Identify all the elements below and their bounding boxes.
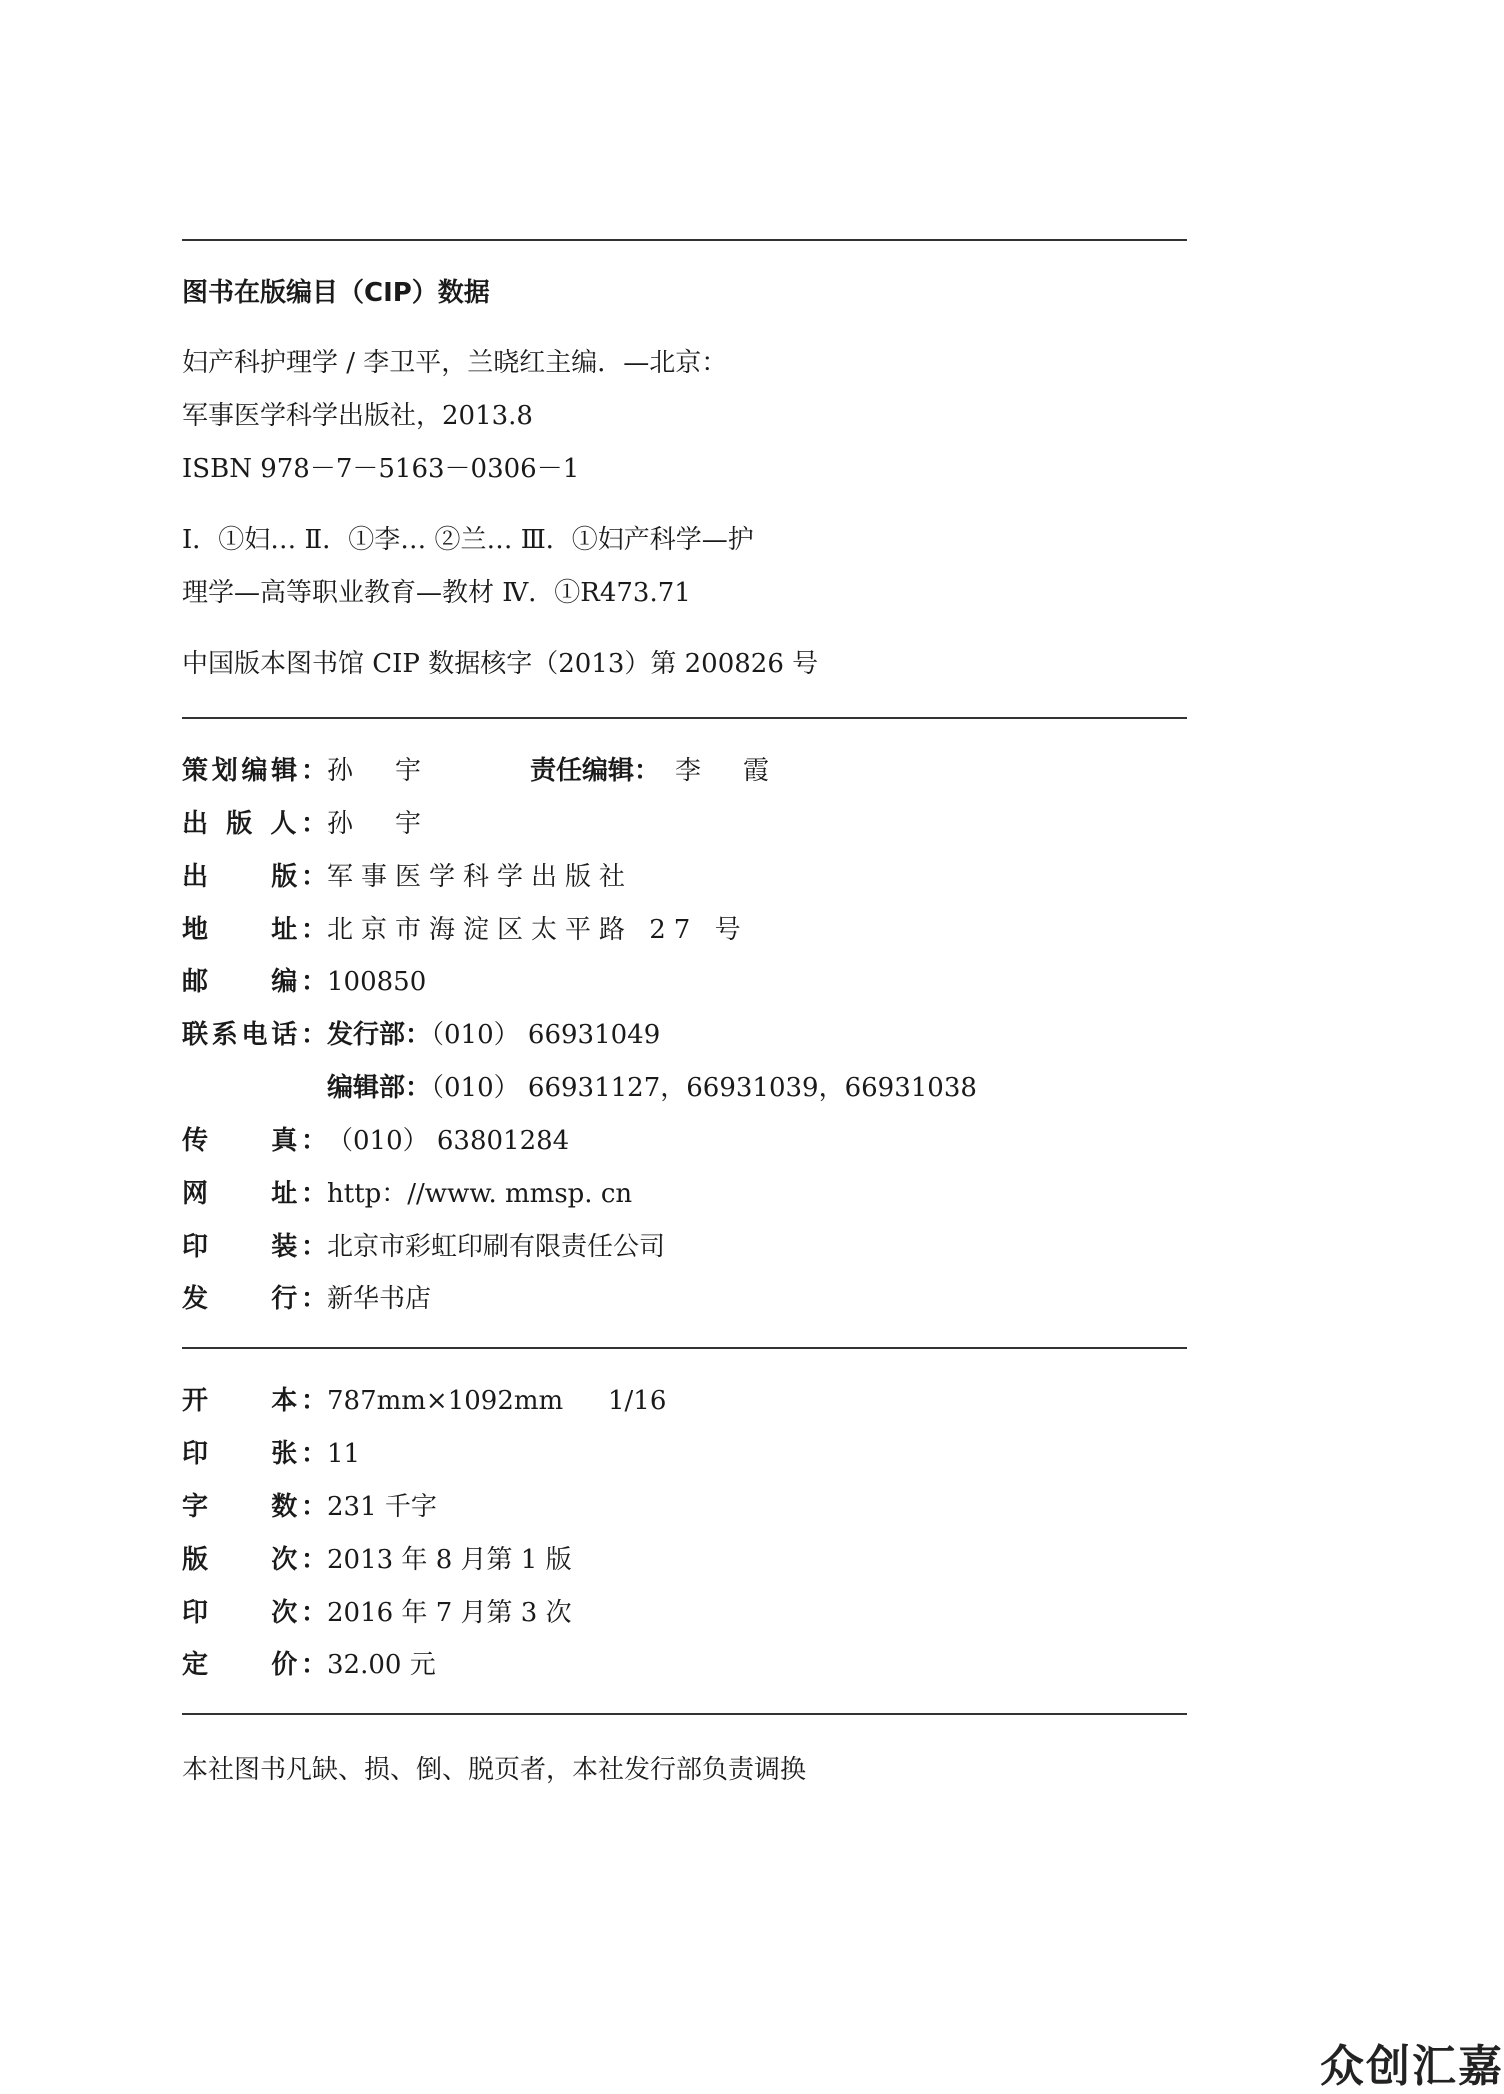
printer-label: 印 装： xyxy=(182,1232,327,1262)
row-format xyxy=(182,1383,1082,1419)
row-postcode xyxy=(182,964,1082,1000)
printing-label: 印 次： xyxy=(182,1598,327,1628)
rule-after-cip xyxy=(182,717,1187,719)
row-publisher xyxy=(182,859,1082,895)
row-printer xyxy=(182,1229,1082,1265)
price-value: 32.00 元 xyxy=(327,1650,436,1680)
row-address xyxy=(182,912,1082,948)
price-label: 定 价： xyxy=(182,1650,327,1680)
edit-dept-line xyxy=(327,1070,977,1106)
fax-label: 传 真： xyxy=(182,1126,327,1156)
postcode-label: 邮 编： xyxy=(182,967,327,997)
printer-value: 北京市彩虹印刷有限责任公司 xyxy=(327,1232,666,1262)
planning-editor-value: 孙 宇 xyxy=(327,756,430,786)
responsible-editor-value: 李 霞 xyxy=(675,756,778,786)
cip-heading: 图书在版编目（CIP）数据 xyxy=(182,278,490,308)
rule-after-publication xyxy=(182,1347,1187,1349)
responsible-editor-label: 责任编辑： xyxy=(530,756,661,786)
website-label: 网 址： xyxy=(182,1179,327,1209)
sales-dept-label: 发行部： xyxy=(327,1020,432,1050)
edition-value: 2013 年 8 月第 1 版 xyxy=(327,1545,572,1575)
website-value: http：//www. mmsp. cn xyxy=(327,1179,633,1209)
publisher-person-value: 孙 宇 xyxy=(327,809,430,839)
planning-editor-label: 策划编辑： xyxy=(182,756,327,786)
row-website xyxy=(182,1176,1082,1212)
format-value: 787mm×1092mm xyxy=(327,1386,564,1416)
row-price xyxy=(182,1647,1082,1683)
distributor-label: 发 行： xyxy=(182,1284,327,1314)
row-phone-sales xyxy=(182,1017,1082,1053)
cip-line-2: 军事医学科学出版社，2013.8 xyxy=(182,401,533,431)
row-sheets xyxy=(182,1436,1082,1472)
format-label: 开 本： xyxy=(182,1386,327,1416)
row-edition xyxy=(182,1542,1082,1578)
row-phone-editorial xyxy=(182,1070,1142,1106)
row-words xyxy=(182,1489,1082,1525)
edition-label: 版 次： xyxy=(182,1545,327,1575)
words-label: 字 数： xyxy=(182,1492,327,1522)
cip-classification-1: Ⅰ．①妇… Ⅱ．①李… ②兰… Ⅲ．①妇产科学—护 xyxy=(182,525,754,555)
words-value: 231 千字 xyxy=(327,1492,437,1522)
sheets-value: 11 xyxy=(327,1439,361,1469)
edit-dept-phone: （010） 66931127，66931039，66931038 xyxy=(431,1073,977,1103)
edit-dept-label: 编辑部： xyxy=(327,1073,432,1103)
staff-row-editors xyxy=(182,753,882,789)
row-printing xyxy=(182,1595,1082,1631)
watermark-logo: 众创汇嘉 xyxy=(1320,2041,1504,2092)
row-fax xyxy=(182,1123,1082,1159)
row-distributor xyxy=(182,1281,1082,1317)
phone-label: 联系电话： xyxy=(182,1020,327,1050)
distributor-value: 新华书店 xyxy=(327,1284,432,1314)
rule-after-specs xyxy=(182,1713,1187,1715)
cip-isbn: ISBN 978－7－5163－0306－1 xyxy=(182,454,580,484)
publisher-label: 出 版： xyxy=(182,862,327,892)
format-fraction: 1/16 xyxy=(608,1386,667,1416)
sales-dept-line xyxy=(327,1017,660,1053)
publisher-value: 军事医学科学出版社 xyxy=(327,862,634,892)
staff-row-publisher-person xyxy=(182,806,882,842)
address-value: 北京市海淀区太平路 27 号 xyxy=(327,915,749,945)
sheets-label: 印 张： xyxy=(182,1439,327,1469)
postcode-value: 100850 xyxy=(327,967,427,997)
cip-line-1: 妇产科护理学 / 李卫平，兰晓红主编．—北京： xyxy=(182,348,728,378)
top-rule xyxy=(182,239,1187,241)
cip-check-number: 中国版本图书馆 CIP 数据核字（2013）第 200826 号 xyxy=(182,649,819,679)
replacement-notice: 本社图书凡缺、损、倒、脱页者，本社发行部负责调换 xyxy=(182,1755,807,1785)
cip-classification-2: 理学—高等职业教育—教材 Ⅳ．①R473.71 xyxy=(182,578,691,608)
sales-dept-phone: （010） 66931049 xyxy=(431,1020,661,1050)
publisher-person-label: 出 版 人： xyxy=(182,809,327,839)
fax-value: （010） 63801284 xyxy=(327,1126,570,1156)
address-label: 地 址： xyxy=(182,915,327,945)
printing-value: 2016 年 7 月第 3 次 xyxy=(327,1598,572,1628)
